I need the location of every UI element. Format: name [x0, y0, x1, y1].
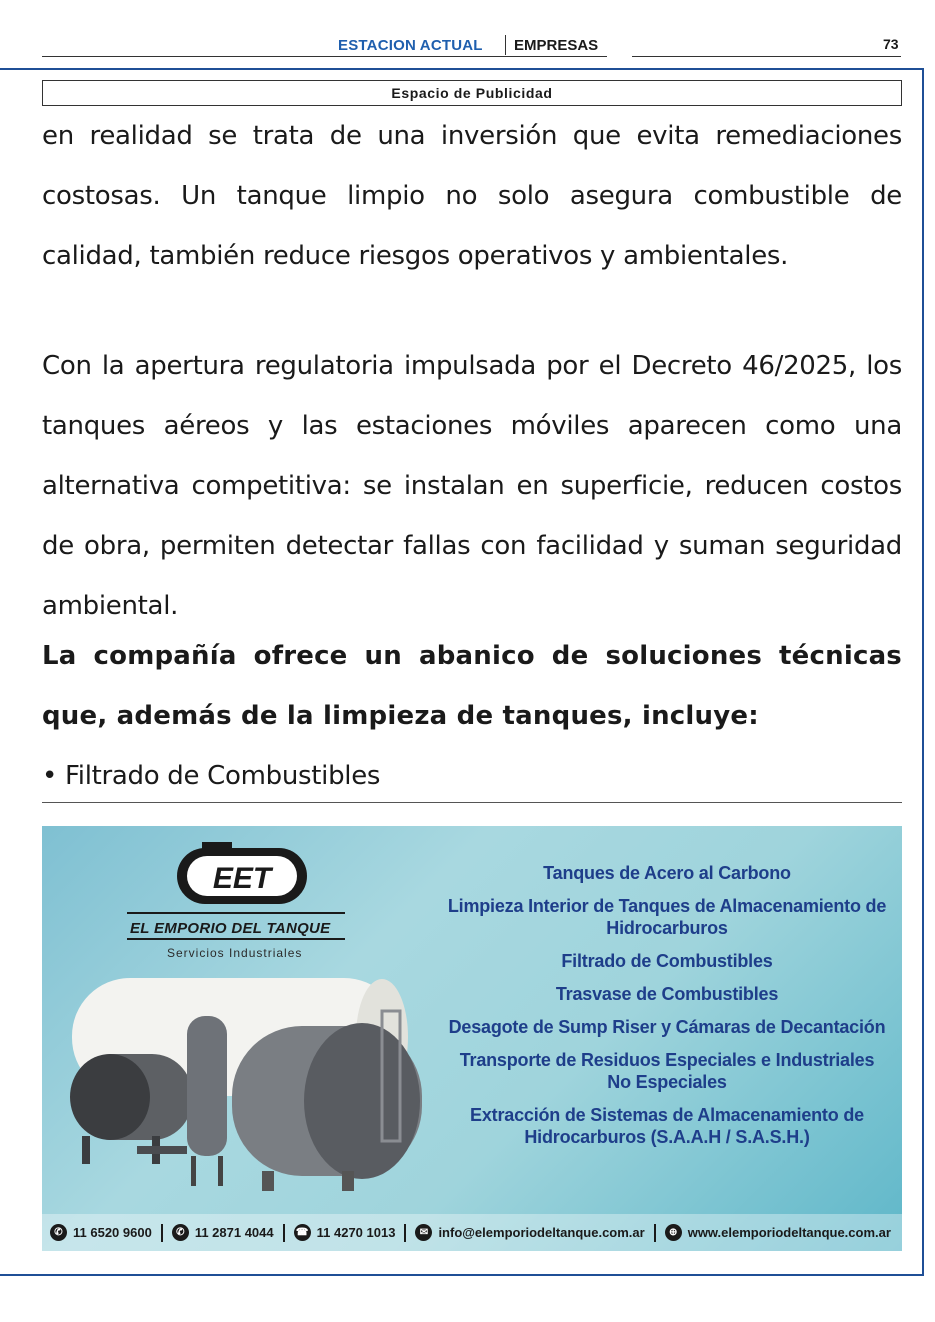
paragraph-2: Con la apertura regulatoria impulsada por el Decreto 46/2025, los tanques aéreos y las estaciones móviles aparecen como una alternativa competitiva: se instalan en superficie, reducen costos de obra, permiten detectar fallas con facilidad y suman seguridad ambiental. — [42, 351, 902, 621]
section-heading: La compañía ofrece un abanico de soluciones técnicas que, además de la limpieza de tanques, incluye: — [42, 641, 902, 731]
email-address: info@elemporiodeltanque.com.ar — [438, 1225, 645, 1240]
header-rule-right — [632, 56, 901, 57]
bullet-item: • Filtrado de Combustibles — [42, 761, 381, 791]
contact-email[interactable] — [415, 1224, 644, 1241]
ad-banner — [42, 826, 902, 1251]
header-separator — [505, 35, 506, 55]
globe-icon: ⊕ — [665, 1224, 682, 1241]
contact-separator — [283, 1224, 285, 1242]
email-icon: ✉ — [415, 1224, 432, 1241]
service-item: Desagote de Sump Riser y Cámaras de Decantación — [448, 1017, 886, 1037]
service-item: Transporte de Residuos Especiales e Industriales No Especiales — [459, 1050, 875, 1092]
service-item: Limpieza Interior de Tanques de Almacenamiento de Hidrocarburos — [447, 896, 887, 938]
header-company: EMPRESAS — [514, 37, 599, 54]
contact-separator — [654, 1224, 656, 1242]
header-section: ESTACION ACTUAL — [338, 37, 483, 54]
brand-subtitle: Servicios Industriales — [167, 946, 303, 960]
service-item: Extracción de Sistemas de Almacenamiento de Hidrocarburos (S.A.A.H / S.A.S.H.) — [470, 1105, 864, 1147]
whatsapp-number-2: 11 2871 4044 — [194, 1225, 274, 1240]
whatsapp-icon: ✆ — [172, 1224, 189, 1241]
contact-web[interactable] — [665, 1224, 891, 1241]
paragraph-1: en realidad se trata de una inversión que evita remediaciones costosas. Un tanque limpio no solo asegura combustible de calidad, también reduce riesgos operativos y ambientales. — [42, 121, 902, 271]
contact-separator — [161, 1224, 163, 1242]
whatsapp-number-1: 11 6520 9600 — [73, 1225, 152, 1240]
header-rule-left — [42, 56, 607, 57]
whatsapp-icon: ✆ — [50, 1224, 67, 1241]
website-url: www.elemporiodeltanque.com.ar — [687, 1225, 891, 1240]
page-number: 73 — [883, 36, 899, 52]
contact-phone[interactable] — [294, 1224, 396, 1241]
phone-icon: ☎ — [294, 1224, 311, 1241]
service-item: Filtrado de Combustibles — [561, 951, 773, 971]
phone-number: 11 4270 1013 — [316, 1225, 396, 1240]
contact-whatsapp-1[interactable] — [50, 1224, 152, 1241]
brand-name: EL EMPORIO DEL TANQUE — [130, 920, 331, 937]
small-tank-image — [70, 1054, 192, 1164]
contact-bar — [42, 1214, 902, 1251]
vertical-tank-image — [187, 1016, 227, 1186]
logo-letters: EET — [212, 862, 272, 895]
ad-label: Espacio de Publicidad — [42, 80, 902, 106]
contact-separator — [404, 1224, 406, 1242]
contact-whatsapp-2[interactable] — [172, 1224, 274, 1241]
service-item: Tanques de Acero al Carbono — [543, 863, 791, 883]
divider — [42, 802, 902, 803]
services-list — [447, 862, 887, 1159]
service-item: Trasvase de Combustibles — [555, 984, 779, 1004]
